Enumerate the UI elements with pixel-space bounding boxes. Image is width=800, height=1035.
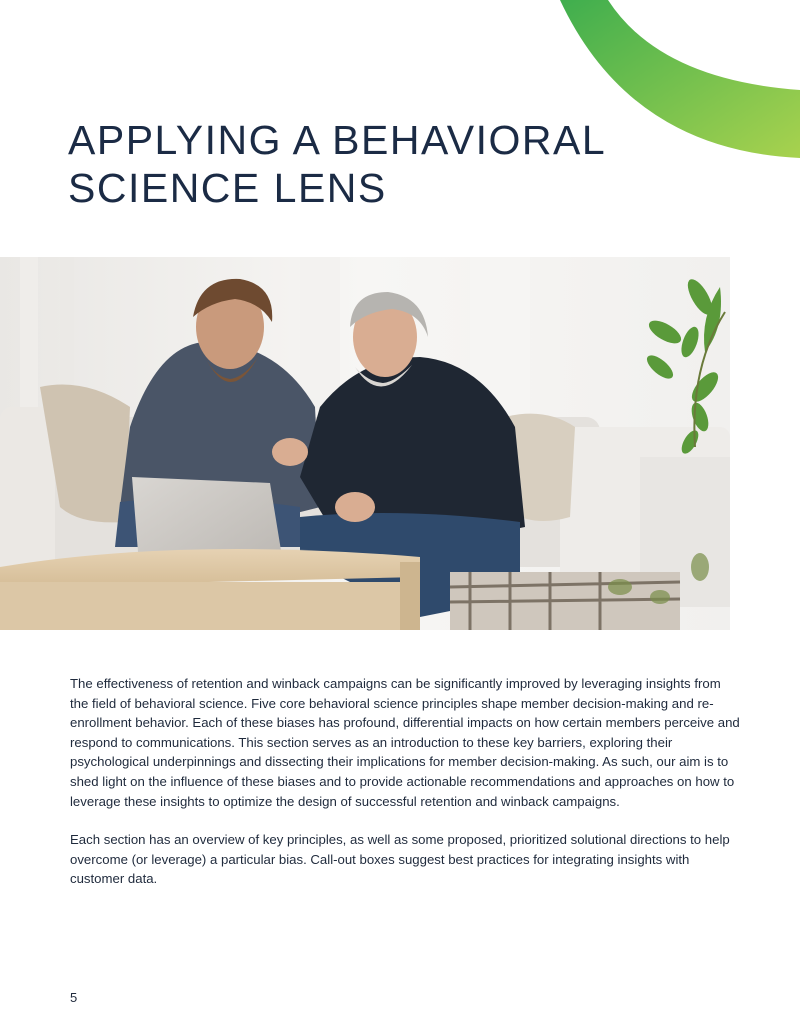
page-number: 5 bbox=[70, 990, 78, 1005]
hero-photo bbox=[0, 257, 730, 630]
body-paragraph-1: The effectiveness of retention and winback campaigns can be significantly improved by leveraging insights from the field of behavioral science. Five core behavioral science principles shape member decision-making and re-enrollment behavior. Each of these biases has profound, differential impacts on how certain members perceive and respond to communications. This section serves as an introduction to these key barriers, exploring their psychological underpinnings and dissecting their implications for member decision-making. As such, our aim is to shed light on the influence of these biases and to provide actionable recommendations and approaches on how to leverage these insights to optimize the design of successful retention and winback campaigns. bbox=[70, 676, 740, 809]
page-title-line-1: APPLYING A BEHAVIORAL bbox=[68, 117, 607, 163]
body-paragraph-2: Each section has an overview of key principles, as well as some proposed, prioritized solutional directions to help overcome (or leverage) a particular bias. Call-out boxes suggest best practices for integrating insights with customer data. bbox=[70, 832, 730, 887]
body-text bbox=[70, 674, 740, 908]
page-title bbox=[68, 116, 668, 212]
page-title-line-2: SCIENCE LENS bbox=[68, 165, 387, 211]
